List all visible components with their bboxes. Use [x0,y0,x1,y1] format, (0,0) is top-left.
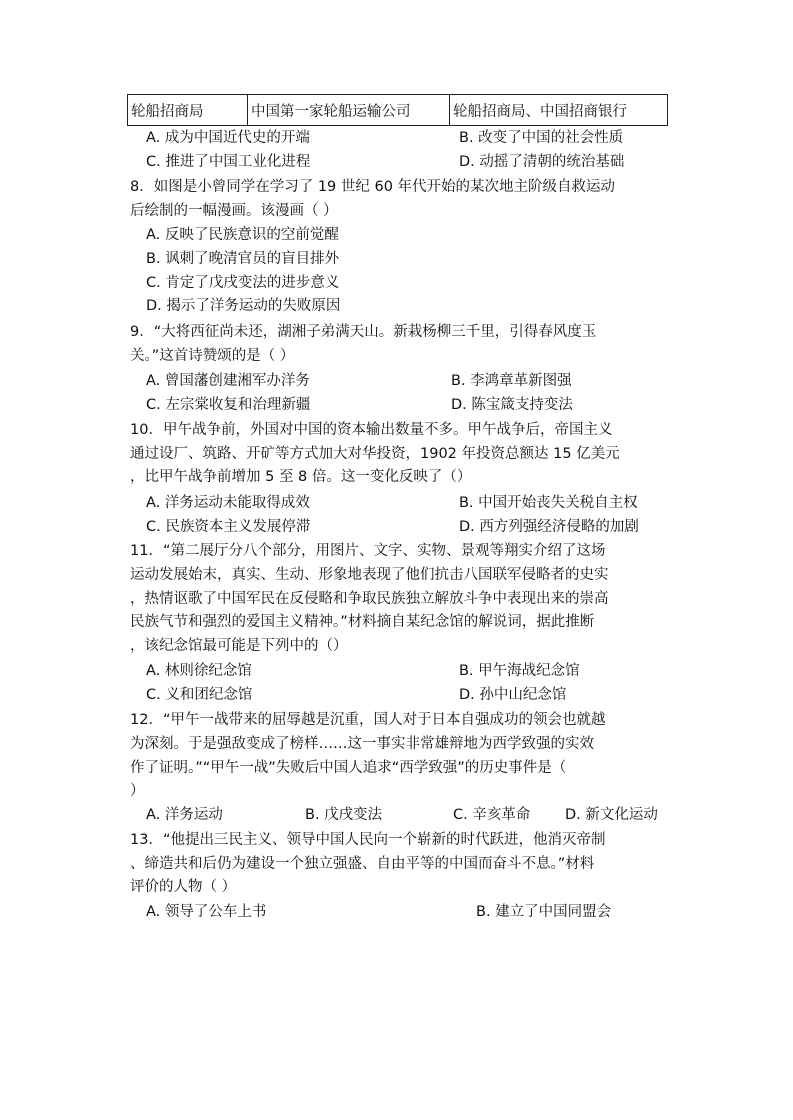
q8-option-b[interactable]: B. 讽刺了晚清官员的盲目排外 [146,251,340,267]
q7-option-d[interactable]: D. 动摇了清朝的统治基础 [459,154,625,170]
q11-option-a[interactable]: A. 林则徐纪念馆 [146,663,252,679]
q10-stem-line: ，比甲午战争前增加 5 至 8 倍。这一变化反映了（） [130,469,472,485]
q8-option-d[interactable]: D. 揭示了洋务运动的失败原因 [146,298,341,314]
q10-option-c[interactable]: C. 民族资本主义发展停滞 [146,519,311,535]
q9-option-a[interactable]: A. 曾国藩创建湘军办洋务 [146,373,310,389]
q9-stem-line: 9．“大将西征尚未还，湖湘子弟满天山。新栽杨柳三千里，引得春风度玉 [130,324,597,340]
q12-stem-line: 为深刻。于是强敌变成了榜样……这一事实非常雄辩地为西学致强的实效 [130,736,594,752]
q8-option-a[interactable]: A. 反映了民族意识的空前觉醒 [146,227,339,243]
q8-stem-line: 8．如图是小曾同学在学习了 19 世纪 60 年代开始的某次地主阶级自救运动 [130,179,616,195]
q11-stem-line: 民族气节和强烈的爱国主义精神。”材料摘自某纪念馆的解说词，据此推断 [130,614,595,630]
q12-stem-line: 12．“甲午一战带来的屈辱越是沉重，国人对于日本自强成功的领会也就越 [130,712,606,728]
q10-option-a[interactable]: A. 洋务运动未能取得成效 [146,495,310,511]
q12-stem-line: ） [130,783,145,799]
q13-option-b[interactable]: B. 建立了中国同盟会 [476,904,612,920]
q12-stem-line: 作了证明。”“甲午一战”失败后中国人追求“西学致强”的历史事件是（ [130,760,567,776]
q10-option-d[interactable]: D. 西方列强经济侵略的加剧 [459,519,639,535]
q11-stem-line: 运动发展始末，真实、生动、形象地表现了他们抗击八国联军侵略者的史实 [130,567,609,583]
q10-option-b[interactable]: B. 中国开始丧失关税自主权 [459,495,638,511]
q13-stem-line: 评价的人物（ ） [130,879,237,895]
q9-option-b[interactable]: B. 李鸿章革新图强 [451,373,572,389]
q12-option-a[interactable]: A. 洋务运动 [146,807,223,823]
table-cell: 轮船招商局 [128,95,248,126]
q8-option-c[interactable]: C. 肯定了戊戌变法的进步意义 [146,275,340,291]
q12-option-d[interactable]: D. 新文化运动 [565,807,658,823]
q9-option-c[interactable]: C. 左宗棠收复和治理新疆 [146,397,311,413]
q9-stem-line: 关。”这首诗赞颂的是（ ） [130,348,295,364]
q11-option-c[interactable]: C. 义和团纪念馆 [146,687,253,703]
q11-stem-line: ，热情讴歌了中国军民在反侵略和争取民族独立解放斗争中表现出来的崇高 [130,591,609,607]
q10-stem-line: 通过设厂、筑路、开矿等方式加大对华投资，1902 年投资总额达 15 亿美元 [130,446,620,462]
q12-option-c[interactable]: C. 辛亥革命 [453,807,531,823]
info-table [127,94,668,126]
q10-stem-line: 10．甲午战争前，外国对中国的资本输出数量不多。甲午战争后，帝国主义 [130,422,613,438]
table-cell: 中国第一家轮船运输公司 [248,95,450,126]
q12-option-b[interactable]: B. 戊戌变法 [305,807,383,823]
q7-option-b[interactable]: B. 改变了中国的社会性质 [459,130,624,146]
q13-stem-line: 13．“他提出三民主义、领导中国人民向一个崭新的时代跃进，他消灭帝制 [130,832,606,848]
q11-option-d[interactable]: D. 孙中山纪念馆 [459,687,567,703]
q8-stem-line: 后绘制的一幅漫画。该漫画（ ） [130,203,338,219]
q11-option-b[interactable]: B. 甲午海战纪念馆 [459,663,580,679]
q7-option-a[interactable]: A. 成为中国近代史的开端 [146,130,310,146]
q13-stem-line: 、缔造共和后仍为建设一个独立强盛、自由平等的中国而奋斗不息。”材料 [130,856,595,872]
q11-stem-line: ，该纪念馆最可能是下列中的（） [130,638,348,654]
q11-stem-line: 11．“第二展厅分八个部分，用图片、文字、实物、景观等翔实介绍了这场 [130,543,606,559]
table-row [128,95,668,126]
q9-option-d[interactable]: D. 陈宝箴支持变法 [451,397,573,413]
table-cell: 轮船招商局、中国招商银行 [450,95,668,126]
q13-option-a[interactable]: A. 领导了公车上书 [146,904,267,920]
q7-option-c[interactable]: C. 推进了中国工业化进程 [146,154,311,170]
